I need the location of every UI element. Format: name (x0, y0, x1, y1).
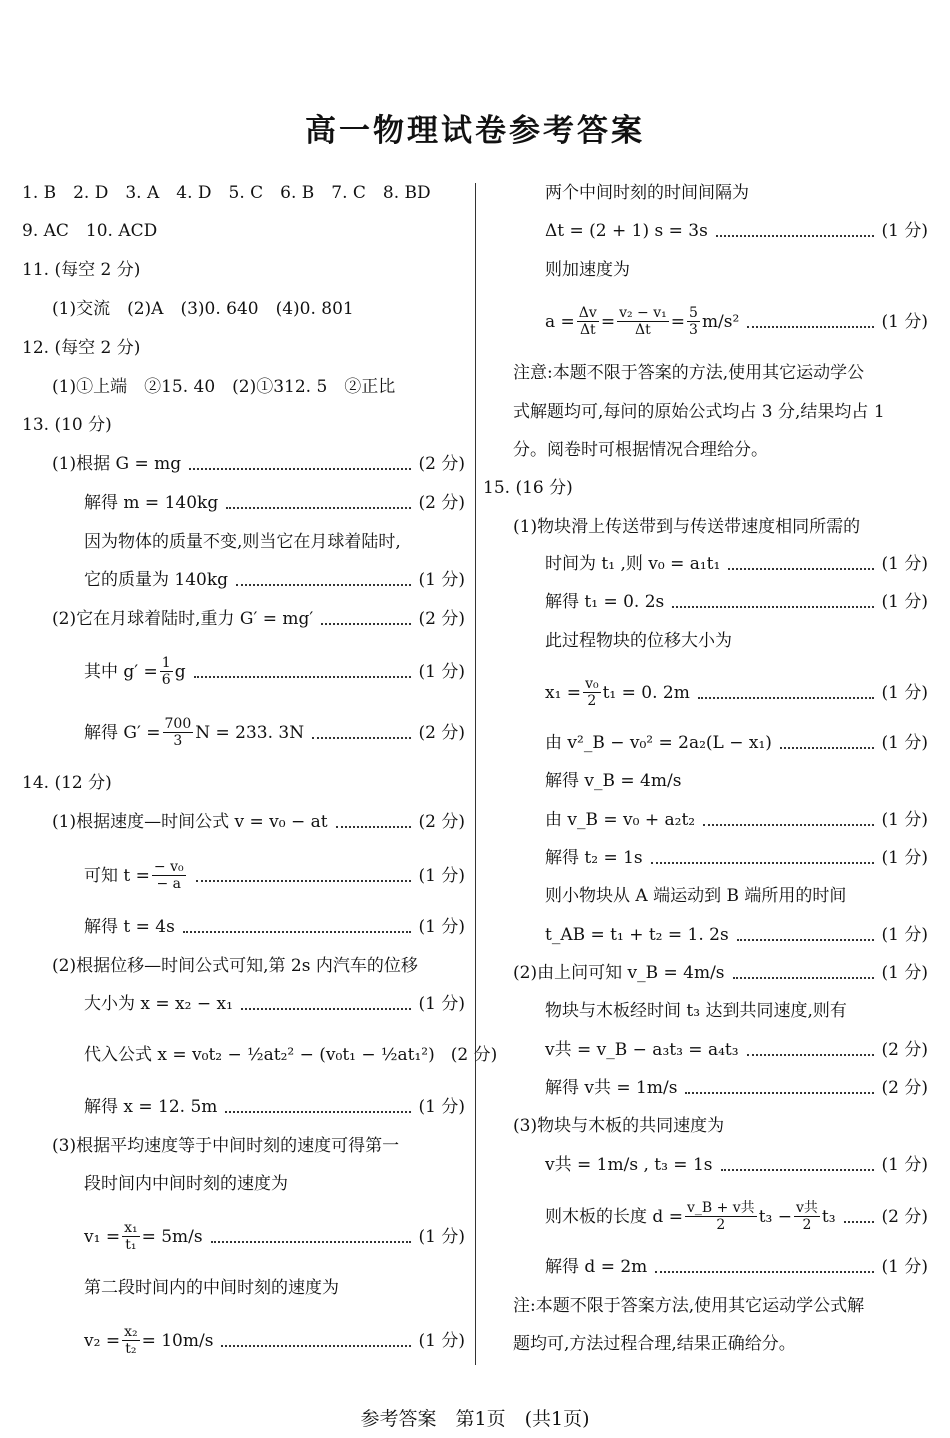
solution-step (22, 1096, 465, 1118)
step-text: = 10m/s (141, 1330, 214, 1351)
step-text: 物块与木板经时间 t₃ 达到共同速度,则有 (545, 1001, 847, 1021)
step-score: (1 分) (881, 925, 928, 945)
step-text: 它的质量为 140kg (84, 570, 229, 590)
step-text: 解得 m = 140kg (84, 493, 219, 513)
solution-step (22, 916, 465, 938)
step-text: m/s² (701, 311, 740, 332)
step-text: 因为物体的质量不变,则当它在月球着陆时, (84, 532, 401, 552)
fraction: $\frac{5}{3}$ (689, 305, 698, 338)
step-text: 两个中间时刻的时间间隔为 (545, 183, 749, 203)
question-heading: 14. (12 分) (22, 773, 112, 793)
step-text: (3)根据平均速度等于中间时刻的速度可得第一 (52, 1136, 400, 1156)
step-score: (1 分) (418, 570, 465, 590)
fraction: $\frac{\text{v₀}}{2}$ (585, 676, 599, 709)
step-text: 解得 t = 4s (84, 917, 175, 937)
fraction: $\frac{\text{x₂}}{\text{t₂}}$ (124, 1324, 138, 1357)
answer-line: 1. B 2. D 3. A 4. D 5. C 6. B 7. C 8. BD (22, 183, 431, 203)
fraction: $\frac{\text{x₁}}{\text{t₁}}$ (124, 1220, 138, 1253)
solution-step (513, 809, 928, 831)
step-score: (2 分) (418, 493, 465, 513)
solution-step (22, 993, 465, 1015)
step-score: (1 分) (881, 1155, 928, 1175)
step-text: (2)由上问可知 v_B = 4m/s (513, 963, 725, 983)
step-text: 解得 v_B = 4m/s (545, 771, 682, 791)
step-text: 解得 t₁ = 0. 2s (545, 592, 665, 612)
step-text: (2)根据位移—时间公式可知,第 2s 内汽车的位移 (52, 956, 418, 976)
step-text: 其中 g′ = (84, 661, 158, 682)
answer-line: 9. AC 10. ACD (22, 221, 158, 241)
note-text: 题均可,方法过程合理,结果正确给分。 (513, 1334, 796, 1354)
solution-step (513, 847, 928, 869)
solution-step (22, 716, 465, 749)
step-score: (2 分) (418, 609, 465, 629)
step-score: (1 分) (418, 1097, 465, 1117)
step-score: (1 分) (418, 917, 465, 937)
solution-step (513, 553, 928, 575)
step-text: v₁ = (84, 1226, 121, 1247)
solution-step (22, 811, 465, 833)
solution-step (513, 1077, 928, 1099)
solution-step (22, 1324, 465, 1357)
fraction: $\frac{\text{v共}}{2}$ (795, 1200, 818, 1233)
solution-step (22, 859, 465, 892)
step-text: 解得 x = 12. 5m (84, 1097, 218, 1117)
solution-step (513, 924, 928, 946)
step-text: v共 = 1m/s , t₃ = 1s (545, 1155, 713, 1175)
step-score: (2 分) (881, 1078, 928, 1098)
step-text: = 5m/s (141, 1226, 203, 1247)
solution-step (513, 591, 928, 613)
step-text: 由 v_B = v₀ + a₂t₂ (545, 810, 696, 830)
step-score: (1 分) (418, 865, 465, 886)
note-text: 注:本题不限于答案方法,使用其它运动学公式解 (513, 1296, 865, 1316)
solution-step (513, 1200, 928, 1233)
step-score: (1 分) (881, 682, 928, 703)
step-text: 则木板的长度 d = (545, 1206, 683, 1227)
solution-step (22, 1044, 498, 1066)
step-text: 解得 t₂ = 1s (545, 848, 643, 868)
answer-line: (1)①上端 ②15. 40 (2)①312. 5 ②正比 (52, 377, 396, 397)
step-text: Δt = (2 + 1) s = 3s (545, 221, 708, 241)
step-text: 代入公式 x = v₀t₂ − ½at₂² − (v₀t₁ − ½at₁²) (84, 1045, 435, 1065)
question-heading: 15. (16 分) (483, 478, 573, 498)
step-text: 则小物块从 A 端运动到 B 端所用的时间 (545, 886, 847, 906)
step-text: g (174, 661, 186, 682)
step-score: (1 分) (418, 1226, 465, 1247)
step-score: (1 分) (881, 221, 928, 241)
note-text: 分。阅卷时可根据情况合理给分。 (513, 440, 768, 460)
note-text: 注意:本题不限于答案的方法,使用其它运动学公 (513, 363, 865, 383)
step-text: t₃ − (758, 1206, 792, 1227)
solution-step (513, 1154, 928, 1176)
fraction: $\frac{\Delta v}{\Delta t}$ (578, 305, 597, 338)
step-text: 解得 G′ = (84, 722, 161, 743)
solution-step (22, 1220, 465, 1253)
step-text: 时间为 t₁ ,则 v₀ = a₁t₁ (545, 554, 721, 574)
step-text: v共 = v_B − a₃t₃ = a₄t₃ (545, 1040, 739, 1060)
step-score: (1 分) (881, 592, 928, 612)
solution-step (22, 492, 465, 514)
step-score: (2 分) (881, 1206, 928, 1227)
step-score: (2 分) (418, 722, 465, 743)
solution-step (513, 1039, 928, 1061)
step-score: (1 分) (418, 661, 465, 682)
fraction: $\frac{1}{6}$ (161, 655, 171, 688)
solution-step (513, 676, 928, 709)
question-heading: 13. (10 分) (22, 415, 112, 435)
step-text: 可知 t = (84, 865, 150, 886)
step-score: (1 分) (881, 733, 928, 753)
step-score: (1 分) (881, 810, 928, 830)
fraction: $\frac{700}{3}$ (164, 716, 192, 749)
step-text: a = (545, 311, 575, 332)
question-heading: 11. (每空 2 分) (22, 260, 141, 280)
step-score: (1 分) (881, 554, 928, 574)
step-text: 大小为 x = x₂ − x₁ (84, 994, 233, 1014)
step-score: (2 分) (881, 1040, 928, 1060)
step-text: (1)物块滑上传送带到与传送带速度相同所需的 (513, 517, 861, 537)
step-score: (2 分) (418, 454, 465, 474)
solution-step (22, 608, 465, 630)
solution-step (513, 732, 928, 754)
page-footer: 参考答案 第1页 (共1页) (360, 1408, 590, 1430)
step-score: (1 分) (881, 848, 928, 868)
step-text: 由 v²_B − v₀² = 2a₂(L − x₁) (545, 733, 772, 753)
step-score: (1 分) (418, 1330, 465, 1351)
step-text: t₁ = 0. 2m (602, 682, 690, 703)
step-score: (1 分) (881, 1257, 928, 1277)
note-text: 式解题均可,每问的原始公式均占 3 分,结果均占 1 (513, 402, 885, 422)
step-text: v₂ = (84, 1330, 121, 1351)
solution-step (22, 655, 465, 688)
answer-line: (1)交流 (2)A (3)0. 640 (4)0. 801 (52, 299, 354, 319)
solution-step (22, 569, 465, 591)
step-score: (2 分) (450, 1045, 498, 1065)
step-text: 第二段时间内的中间时刻的速度为 (84, 1278, 339, 1298)
step-text: t_AB = t₁ + t₂ = 1. 2s (545, 925, 729, 945)
fraction: $\frac{\text{v\_B + v共}}{2}$ (686, 1200, 755, 1233)
column-divider (475, 183, 476, 1365)
step-score: (1 分) (418, 994, 465, 1014)
step-text: (1)根据速度—时间公式 v = v₀ − at (52, 812, 328, 832)
step-text: (3)物块与木板的共同速度为 (513, 1116, 725, 1136)
page-title: 高一物理试卷参考答案 (305, 113, 645, 149)
step-text: N = 233. 3N (195, 722, 305, 743)
solution-step: a = $\frac{\Delta v}{\Delta t}$ = $\frac{\text{v₂ − v₁}}{\Delta t}$ = $\frac{5}{3}$ m/s² (1 分) (545, 305, 928, 338)
fraction: $\frac{\text{− v₀}}{- a}$ (153, 859, 184, 892)
solution-step (513, 220, 928, 242)
solution-step (513, 962, 928, 984)
step-text: t₃ (821, 1206, 836, 1227)
solution-step (513, 1256, 928, 1278)
step-text: (1)根据 G = mg (52, 454, 182, 474)
step-text: 解得 v共 = 1m/s (545, 1078, 678, 1098)
fraction: $\frac{\text{v₂ − v₁}}{\Delta t}$ (619, 305, 667, 338)
step-text: 此过程物块的位移大小为 (545, 631, 732, 651)
step-text: 解得 d = 2m (545, 1257, 648, 1277)
solution-step (22, 453, 465, 475)
step-text: 则加速度为 (545, 260, 630, 280)
step-score: (1 分) (881, 311, 928, 332)
step-score: (2 分) (418, 812, 465, 832)
question-heading: 12. (每空 2 分) (22, 338, 141, 358)
step-score: (1 分) (881, 963, 928, 983)
step-text: (2)它在月球着陆时,重力 G′ = mg′ (52, 609, 314, 629)
step-text: 段时间内中间时刻的速度为 (84, 1174, 288, 1194)
step-text: x₁ = (545, 682, 582, 703)
